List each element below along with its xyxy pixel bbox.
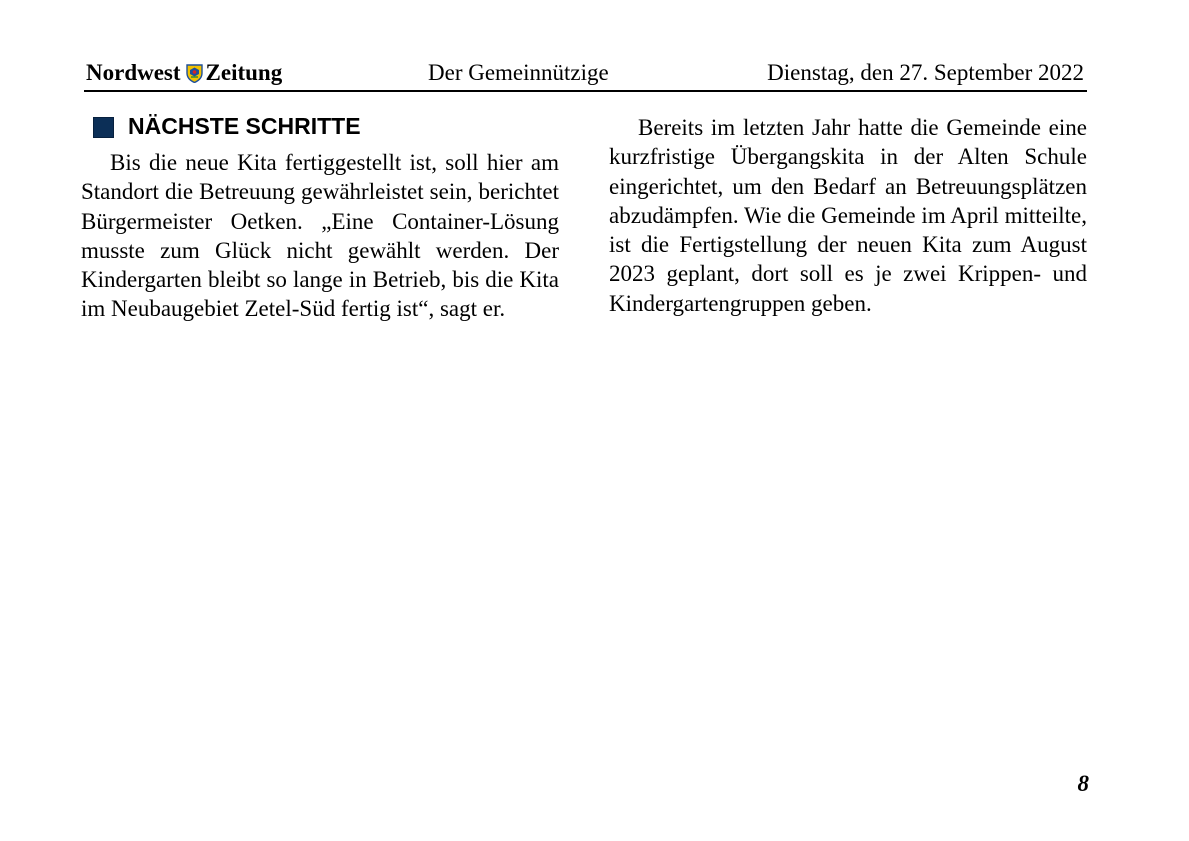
article-column-right: [609, 113, 1087, 318]
header-divider: [84, 90, 1087, 92]
heading-square-icon: [93, 117, 114, 138]
newspaper-brand: [86, 58, 282, 88]
section-heading: [93, 112, 559, 142]
article-paragraph-1: Bis die neue Kita fertiggestellt ist, soll hier am Standort die Betreuung gewährleistet sein, berichtet Bürgermeister Oetken. „Eine Container-Lösung musste zum Glück nicht gewählt werden. Der Kindergarten bleibt so lange in Betrieb, bis die Kita im Neubaugebiet Zetel-Süd fertig ist“, sagt er.: [81, 150, 559, 322]
section-title: Der Gemeinnützige: [428, 60, 609, 85]
coat-of-arms-icon: [186, 64, 203, 83]
issue-date: Dienstag, den 27. September 2022: [767, 60, 1084, 85]
page-header: [86, 58, 1086, 88]
article-column-left: [81, 112, 559, 324]
article-paragraph-2: Bereits im letzten Jahr hatte die Gemeinde eine kurzfristige Übergangskita in der Alten Schule eingerichtet, um den Bedarf an Betreuungsplätzen abzudämpfen. Wie die Gemeinde im April mitteilte, ist die Fertigstellung der neuen Kita zum August 2023 geplant, dort soll es je zwei Krippen- und Kindergartengruppen geben.: [609, 115, 1087, 316]
page-number: 8: [1077, 771, 1089, 796]
section-heading-text: NÄCHSTE SCHRITTE: [128, 113, 361, 140]
brand-name-left: Nordwest: [86, 60, 181, 85]
brand-name-right: Zeitung: [205, 60, 283, 85]
